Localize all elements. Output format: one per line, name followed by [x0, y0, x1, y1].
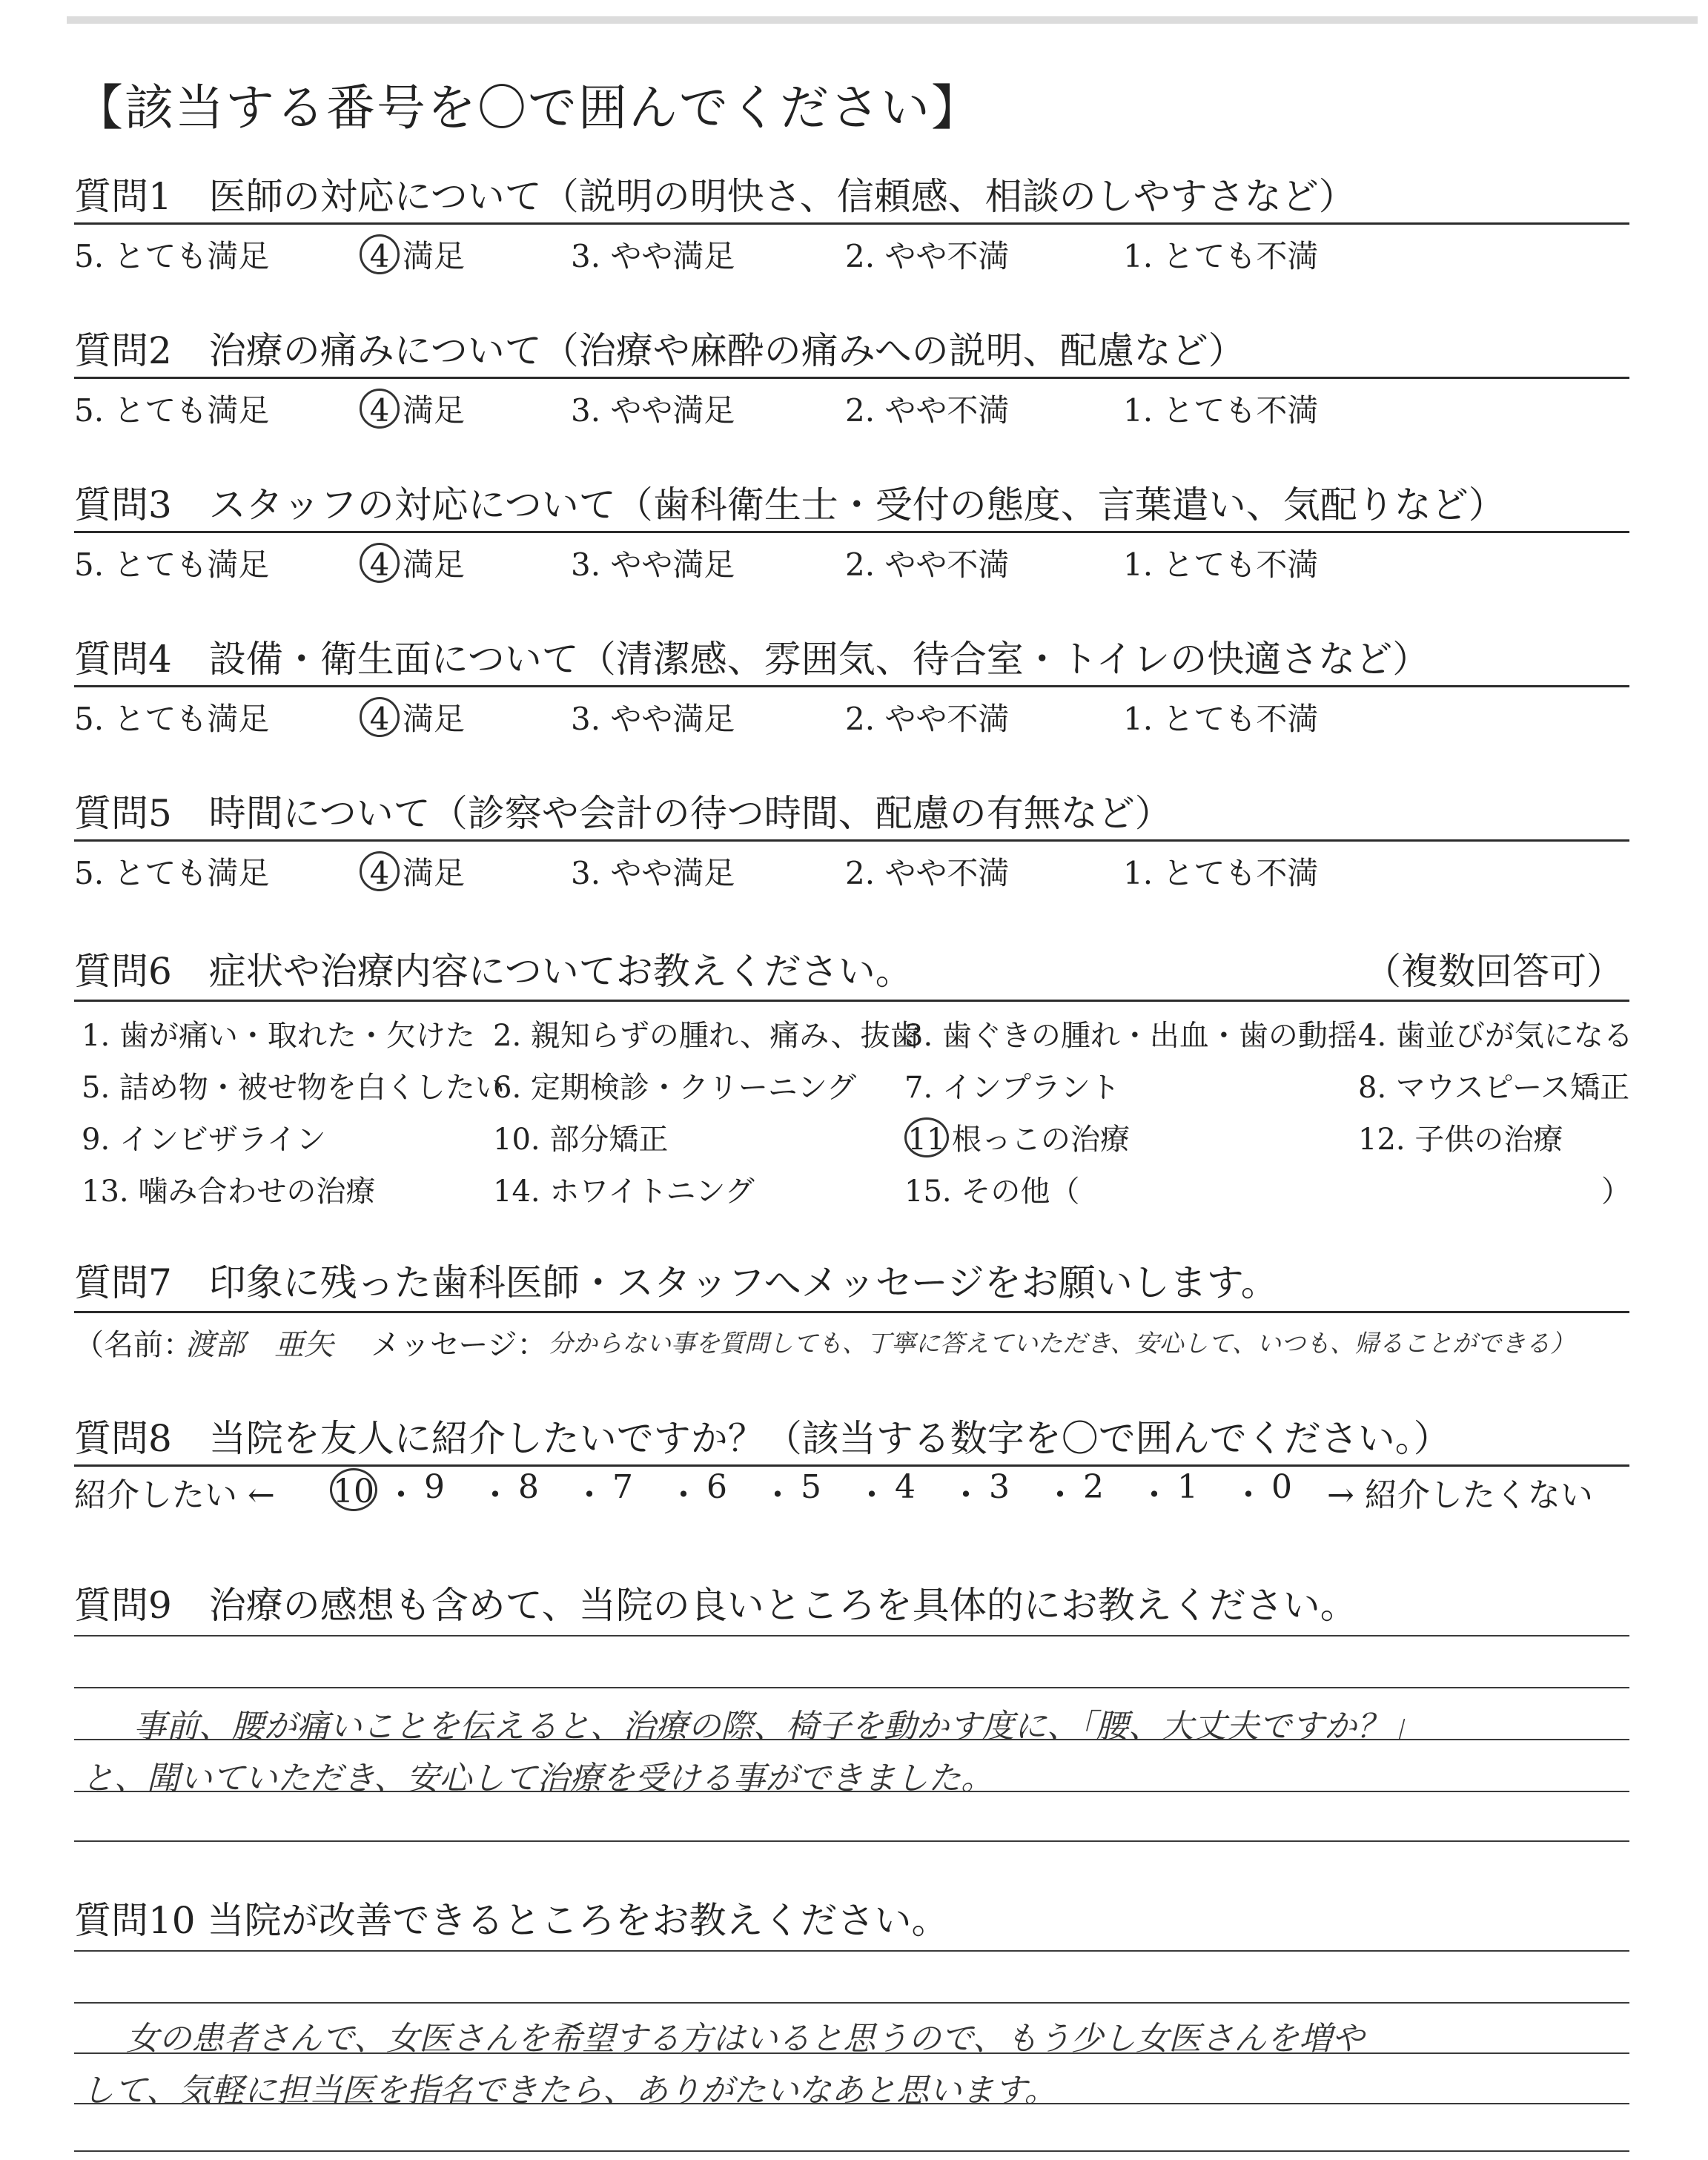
rating-option[interactable]: 4 満足 [360, 232, 465, 277]
q6-option[interactable]: 9. インビザライン [82, 1123, 326, 1157]
rating-option[interactable]: 3. やや満足 [571, 238, 735, 274]
rating-option[interactable]: 2. やや不満 [845, 546, 1010, 583]
q6-option[interactable]: 15. その他（ [904, 1175, 1080, 1209]
rating-option[interactable]: 4 満足 [360, 849, 465, 894]
q10-line-2 [74, 2002, 1629, 2004]
q8-scale-value[interactable]: 2 [1083, 1468, 1104, 1506]
q6-option[interactable]: 4. 歯並びが気になる [1358, 1019, 1633, 1053]
q5-options [74, 849, 1631, 894]
q10-line-1 [74, 1950, 1629, 1952]
q6-option[interactable]: 14. ホワイトニング [493, 1175, 755, 1209]
q5-rule [74, 839, 1629, 842]
q6-option[interactable]: 3. 歯ぐきの腫れ・出血・歯の動揺 [904, 1019, 1357, 1053]
q8-scale-value[interactable] [330, 1468, 380, 1511]
rating-option[interactable]: 1. とても不満 [1123, 392, 1319, 429]
q8-separator-dot: ・ [1232, 1476, 1265, 1514]
q2-title: 質問2 治療の痛みについて（治療や麻酔の痛みへの説明、配慮など） [74, 329, 1245, 372]
q7-message-value: 分からない事を質問しても、丁寧に答えていただき、安心して、いつも、帰ることができる） [549, 1329, 1575, 1358]
q7-name-label: （名前： [74, 1328, 193, 1362]
rating-option[interactable]: 1. とても不満 [1123, 546, 1319, 583]
rating-option[interactable]: 2. やや不満 [845, 701, 1010, 737]
q8-scale-value[interactable]: 5 [801, 1468, 821, 1506]
q8-scale-value[interactable]: 8 [518, 1468, 539, 1506]
q8-scale-value[interactable]: 9 [424, 1468, 445, 1506]
q5-title: 質問5 時間について（診察や会計の待つ時間、配慮の有無など） [74, 792, 1172, 835]
rating-option[interactable]: 4 満足 [360, 541, 465, 585]
q6-option[interactable]: 12. 子供の治療 [1358, 1123, 1563, 1157]
rating-option[interactable]: 2. やや不満 [845, 392, 1010, 429]
q6-option[interactable]: 10. 部分矯正 [493, 1123, 669, 1157]
q8-separator-dot: ・ [479, 1476, 512, 1514]
q7-title: 質問7 印象に残った歯科医師・スタッフへメッセージをお願いします。 [74, 1261, 1278, 1304]
rating-option[interactable]: 1. とても不満 [1123, 855, 1319, 891]
q8-separator-dot: ・ [573, 1476, 606, 1514]
circled-answer: 4 [360, 851, 400, 891]
q3-options [74, 541, 1631, 585]
q9-answer-line-1: 事前、腰が痛いことを伝えると、治療の際、椅子を動かす度に、「腰、大丈夫ですか？」 [133, 1708, 1422, 1745]
circled-answer: 4 [360, 234, 400, 274]
q2-options [74, 386, 1631, 431]
q8-scale-value[interactable]: 1 [1177, 1468, 1198, 1506]
q8-left-label: 紹介したい ← [74, 1476, 275, 1514]
q4-options [74, 695, 1631, 739]
q7-message-label: メッセージ： [371, 1328, 547, 1362]
page-header: 【該当する番号を〇で囲んでください】 [74, 79, 982, 136]
rating-option[interactable]: 2. やや不満 [845, 238, 1010, 274]
q8-separator-dot: ・ [667, 1476, 700, 1514]
rating-option[interactable]: 1. とても不満 [1123, 238, 1319, 274]
q2-rule [74, 377, 1629, 379]
q8-title: 質問8 当院を友人に紹介したいですか？（該当する数字を〇で囲んでください。） [74, 1417, 1451, 1460]
rating-option[interactable]: 4 満足 [360, 695, 465, 739]
q1-rule [74, 222, 1629, 225]
rating-option[interactable]: 5. とても満足 [74, 238, 270, 274]
q9-line-5 [74, 1840, 1629, 1842]
q9-line-2 [74, 1687, 1629, 1688]
q8-scale-value[interactable]: 4 [895, 1468, 916, 1506]
rating-option[interactable]: 5. とても満足 [74, 855, 270, 891]
q6-option[interactable]: 11 根っこの治療 [904, 1116, 1130, 1158]
circled-answer: 4 [360, 697, 400, 737]
circled-answer: 10 [330, 1468, 377, 1511]
q9-title: 質問9 治療の感想も含めて、当院の良いところを具体的にお教えください。 [74, 1584, 1357, 1627]
q8-separator-dot: ・ [1138, 1476, 1171, 1514]
q10-answer-line-2: して、気軽に担当医を指名できたら、ありがたいなあと思います。 [82, 2072, 1057, 2110]
q8-scale-value[interactable]: 0 [1271, 1468, 1292, 1506]
rating-option[interactable]: 5. とても満足 [74, 392, 270, 429]
rating-option[interactable]: 3. やや満足 [571, 855, 735, 891]
q6-title: 質問6 症状や治療内容についてお教えください。 [74, 950, 913, 993]
rating-option[interactable]: 5. とても満足 [74, 546, 270, 583]
q1-title: 質問1 医師の対応について（説明の明快さ、信頼感、相談のしやすさなど） [74, 175, 1356, 218]
rating-option[interactable]: 1. とても不満 [1123, 701, 1319, 737]
q1-options [74, 232, 1631, 277]
q6-option[interactable]: 13. 噛み合わせの治療 [82, 1175, 376, 1209]
q6-option[interactable]: 1. 歯が痛い・取れた・欠けた [82, 1019, 475, 1053]
q8-scale-value[interactable]: 3 [989, 1468, 1010, 1506]
q8-separator-dot: ・ [1044, 1476, 1076, 1514]
q6-option[interactable]: 8. マウスピース矯正 [1358, 1071, 1630, 1105]
q7-name-value: 渡部 亜矢 [185, 1328, 334, 1362]
q8-rule [74, 1464, 1629, 1467]
rating-option[interactable]: 3. やや満足 [571, 701, 735, 737]
q8-separator-dot: ・ [385, 1476, 417, 1514]
circled-answer: 11 [904, 1117, 949, 1157]
rating-option[interactable]: 5. とても満足 [74, 701, 270, 737]
q9-answer-line-2: と、聞いていただき、安心して治療を受ける事ができました。 [82, 1760, 994, 1797]
q8-right-label: → 紹介したくない [1327, 1476, 1593, 1514]
q6-option[interactable]: 2. 親知らずの腫れ、痛み、抜歯 [493, 1019, 920, 1053]
q10-title: 質問10 当院が改善できるところをお教えください。 [74, 1899, 949, 1942]
q7-rule [74, 1311, 1629, 1313]
q3-title: 質問3 スタッフの対応について（歯科衛生士・受付の態度、言葉遣い、気配りなど） [74, 483, 1506, 526]
q9-line-1 [74, 1635, 1629, 1636]
q10-answer-line-1: 女の患者さんで、女医さんを希望する方はいると思うので、もう少し女医さんを増や [126, 2020, 1365, 2058]
circled-answer: 4 [360, 543, 400, 583]
rating-option[interactable]: 3. やや満足 [571, 546, 735, 583]
circled-answer: 4 [360, 389, 400, 429]
q10-line-5 [74, 2150, 1629, 2152]
q8-separator-dot: ・ [950, 1476, 982, 1514]
scan-edge [67, 16, 1698, 24]
rating-option[interactable]: 4 満足 [360, 386, 465, 431]
rating-option[interactable]: 3. やや満足 [571, 392, 735, 429]
q3-rule [74, 531, 1629, 533]
q6-option[interactable]: 5. 詰め物・被せ物を白くしたい [82, 1071, 505, 1105]
q6-other-close: ） [1601, 1175, 1631, 1209]
q6-rule [74, 1000, 1629, 1002]
q6-option[interactable]: 7. インプラント [904, 1071, 1120, 1105]
rating-option[interactable]: 2. やや不満 [845, 855, 1010, 891]
q4-title: 質問4 設備・衛生面について（清潔感、雰囲気、待合室・トイレの快適さなど） [74, 638, 1430, 681]
q8-separator-dot: ・ [855, 1476, 888, 1514]
q8-scale-value[interactable]: 7 [612, 1468, 633, 1506]
q4-rule [74, 685, 1629, 687]
q6-option[interactable]: 6. 定期検診・クリーニング [493, 1071, 857, 1105]
q8-scale-value[interactable]: 6 [706, 1468, 727, 1506]
q6-note: （複数回答可） [1364, 950, 1623, 993]
q8-separator-dot: ・ [761, 1476, 794, 1514]
